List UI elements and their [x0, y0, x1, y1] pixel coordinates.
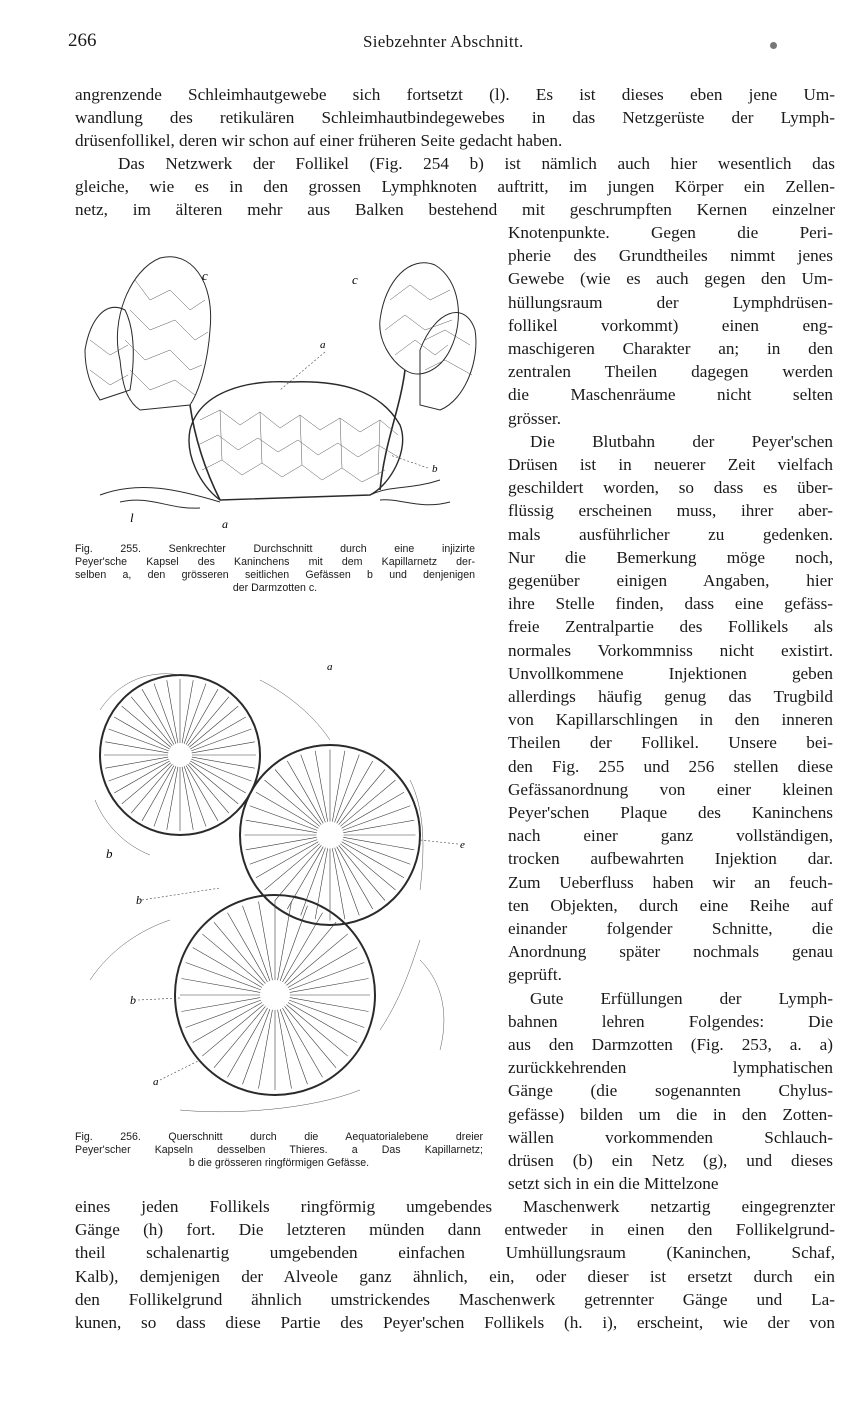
text-line: Gänge (die sogenannten Chylus- — [508, 1081, 833, 1101]
text-line: Unvollkommene Injektionen geben — [508, 663, 833, 683]
text-line: gleiche, wie es in den grossen Lymphknoten auftritt, im jungen Körper ein Zellen- — [75, 177, 835, 196]
text-line: Theilen der Follikel. Unsere bei- — [508, 733, 833, 753]
text-line: eines jeden Follikels ringförmig umgebendes Maschenwerk netzartig eingegrenzter — [75, 1197, 835, 1216]
text-line: maschigeren Charakter an; in den — [508, 339, 833, 358]
text-line: drüsenfollikel, deren wir schon auf einer früheren Seite gedacht haben. — [75, 131, 563, 150]
fig256-label-b2: b — [136, 893, 142, 907]
text-line: drüsen (b) ein Netz (g), und dieses — [508, 1151, 833, 1170]
text-line: wandlung des retikulären Schleimhautbindegewebes in das Netzgerüste der Lymph- — [75, 108, 835, 127]
text-line: Zum Ueberfluss haben wir an feuch- — [508, 872, 833, 892]
text-line: Die Blutbahn der Peyer'schen — [530, 431, 833, 451]
text-line: Nur die Bemerkung möge noch, — [508, 547, 833, 567]
text-line: Gewebe (wie es auch gegen den Um- — [508, 269, 833, 289]
text-line: netz, im älteren mehr aus Balken bestehend mit geschrumpften Kernen einzelner — [75, 200, 835, 219]
fig255-label-c1: c — [202, 268, 208, 283]
text-line: geschildert worden, so dass es über- — [508, 478, 833, 498]
text-line: aus den Darmzotten (Fig. 253, a. a) — [508, 1035, 833, 1054]
text-line: Das Netzwerk der Follikel (Fig. 254 b) ist nämlich auch hier wesentlich das — [118, 154, 835, 173]
text-line: grösser. — [508, 408, 561, 428]
text-line: gefässe) bilden um die in den Zotten- — [508, 1104, 833, 1124]
running-title: Siebzehnter Abschnitt. — [363, 32, 524, 51]
text-line: gegenüber einigen Angaben, hier — [508, 571, 833, 590]
page-number: 266 — [68, 30, 97, 51]
caption-line: b die grösseren ringförmigen Gefässe. — [188, 1157, 370, 1169]
text-line: theil schalenartig umgebenden einfachen Umhüllungsraum (Kaninchen, Schaf, — [75, 1243, 835, 1263]
text-line: wällen vorkommenden Schlauch- — [508, 1127, 833, 1147]
caption-line: Peyer'scher Kapseln desselben Thieres. a Das Kapillarnetz; — [75, 1144, 483, 1156]
fig256-label-b1: b — [106, 846, 113, 861]
text-line: einander folgender Schnitte, die — [508, 919, 833, 938]
text-line: geprüft. — [508, 965, 562, 985]
fig255-label-l: l — [130, 510, 134, 525]
text-line: Knotenpunkte. Gegen die Peri- — [508, 223, 833, 242]
text-line: kunen, so dass diese Partie des Peyer'schen Follikels (h. i), erscheint, wie der von — [75, 1313, 835, 1332]
text-line: Kalb), demjenigen der Alveole ganz ähnlich, ein, oder dieser ist ersetzt durch ein — [75, 1266, 835, 1286]
text-line: Anordnung später nochmals genau — [508, 942, 833, 962]
text-line: Gefässanordnung von einer kleinen — [508, 779, 833, 799]
fig256-label-b3: b — [130, 993, 136, 1007]
fig256-label-e: e — [460, 839, 465, 851]
text-line: von Kapillarschlingen in den inneren — [508, 710, 833, 730]
text-line: mals ausführlicher zu gedenken. — [508, 524, 833, 544]
text-line: pherie des Grundtheiles nimmt jenes — [508, 246, 833, 266]
caption-line: Peyer'sche Kapsel des Kaninchens mit dem Kapillarnetz der- — [75, 556, 475, 568]
text-line: zentralen Theilen dagegen werden — [508, 362, 833, 382]
text-line: zurückkehrenden lymphatischen — [508, 1058, 833, 1078]
text-line: bahnen lehren Folgendes: Die — [508, 1011, 833, 1031]
text-line: angrenzende Schleimhautgewebe sich fortsetzt (l). Es ist dieses eben jene Um- — [75, 85, 835, 104]
figure-255-illustration — [80, 240, 480, 535]
text-line: Drüsen ist in neuerer Zeit vielfach — [508, 455, 833, 474]
text-line: Gute Erfüllungen der Lymph- — [530, 988, 833, 1008]
text-line: flüssig erscheinen muss, ihrer aber- — [508, 501, 833, 521]
ink-dot — [770, 42, 777, 49]
text-line: ten Objekten, durch eine Reihe auf — [508, 895, 833, 915]
text-line: den Follikelgrund ähnlich umstrickendes Maschenwerk getrennter Gänge und La- — [75, 1289, 835, 1309]
text-line: allerdings häufig genug das Trugbild — [508, 687, 833, 706]
figure-256-illustration — [80, 650, 480, 1120]
caption-line: Fig. 256. Querschnitt durch die Aequatorialebene dreier — [75, 1131, 483, 1143]
text-line: Peyer'schen Plaque des Kaninchens — [508, 803, 833, 822]
fig255-label-b: b — [432, 463, 438, 475]
text-line: ihre Stelle finden, dass eine gefäss- — [508, 594, 833, 614]
caption-line: der Darmzotten c. — [232, 582, 318, 594]
text-line: nach einer ganz vollständigen, — [508, 826, 833, 846]
fig256-label-a2: a — [153, 1076, 159, 1088]
caption-line: Fig. 255. Senkrechter Durchschnitt durch eine injizirte — [75, 543, 475, 555]
text-line: normales Vorkommniss nicht existirt. — [508, 640, 833, 660]
text-line: die Maschenräume nicht selten — [508, 385, 833, 405]
text-line: setzt sich in ein die Mittelzone — [508, 1174, 719, 1194]
text-line: follikel vorkommt) einen eng- — [508, 315, 833, 335]
caption-line: selben a, den grösseren seitlichen Gefässen b und denjenigen — [75, 569, 475, 581]
figure-255-caption — [75, 543, 475, 595]
text-line: den Fig. 255 und 256 stellen diese — [508, 756, 833, 776]
text-line: hüllungsraum der Lymphdrüsen- — [508, 292, 833, 312]
fig255-label-a2: a — [222, 517, 228, 531]
fig255-label-a1: a — [320, 339, 326, 351]
text-line: trocken aufbewahrten Injektion dar. — [508, 849, 833, 869]
text-line: freie Zentralpartie des Follikels als — [508, 617, 833, 637]
text-line: Gänge (h) fort. Die letzteren münden dann entweder in einen den Follikelgrund- — [75, 1220, 835, 1240]
fig255-label-c2: c — [352, 272, 358, 287]
figure-256-caption — [75, 1131, 483, 1170]
fig256-label-a1: a — [327, 661, 333, 673]
